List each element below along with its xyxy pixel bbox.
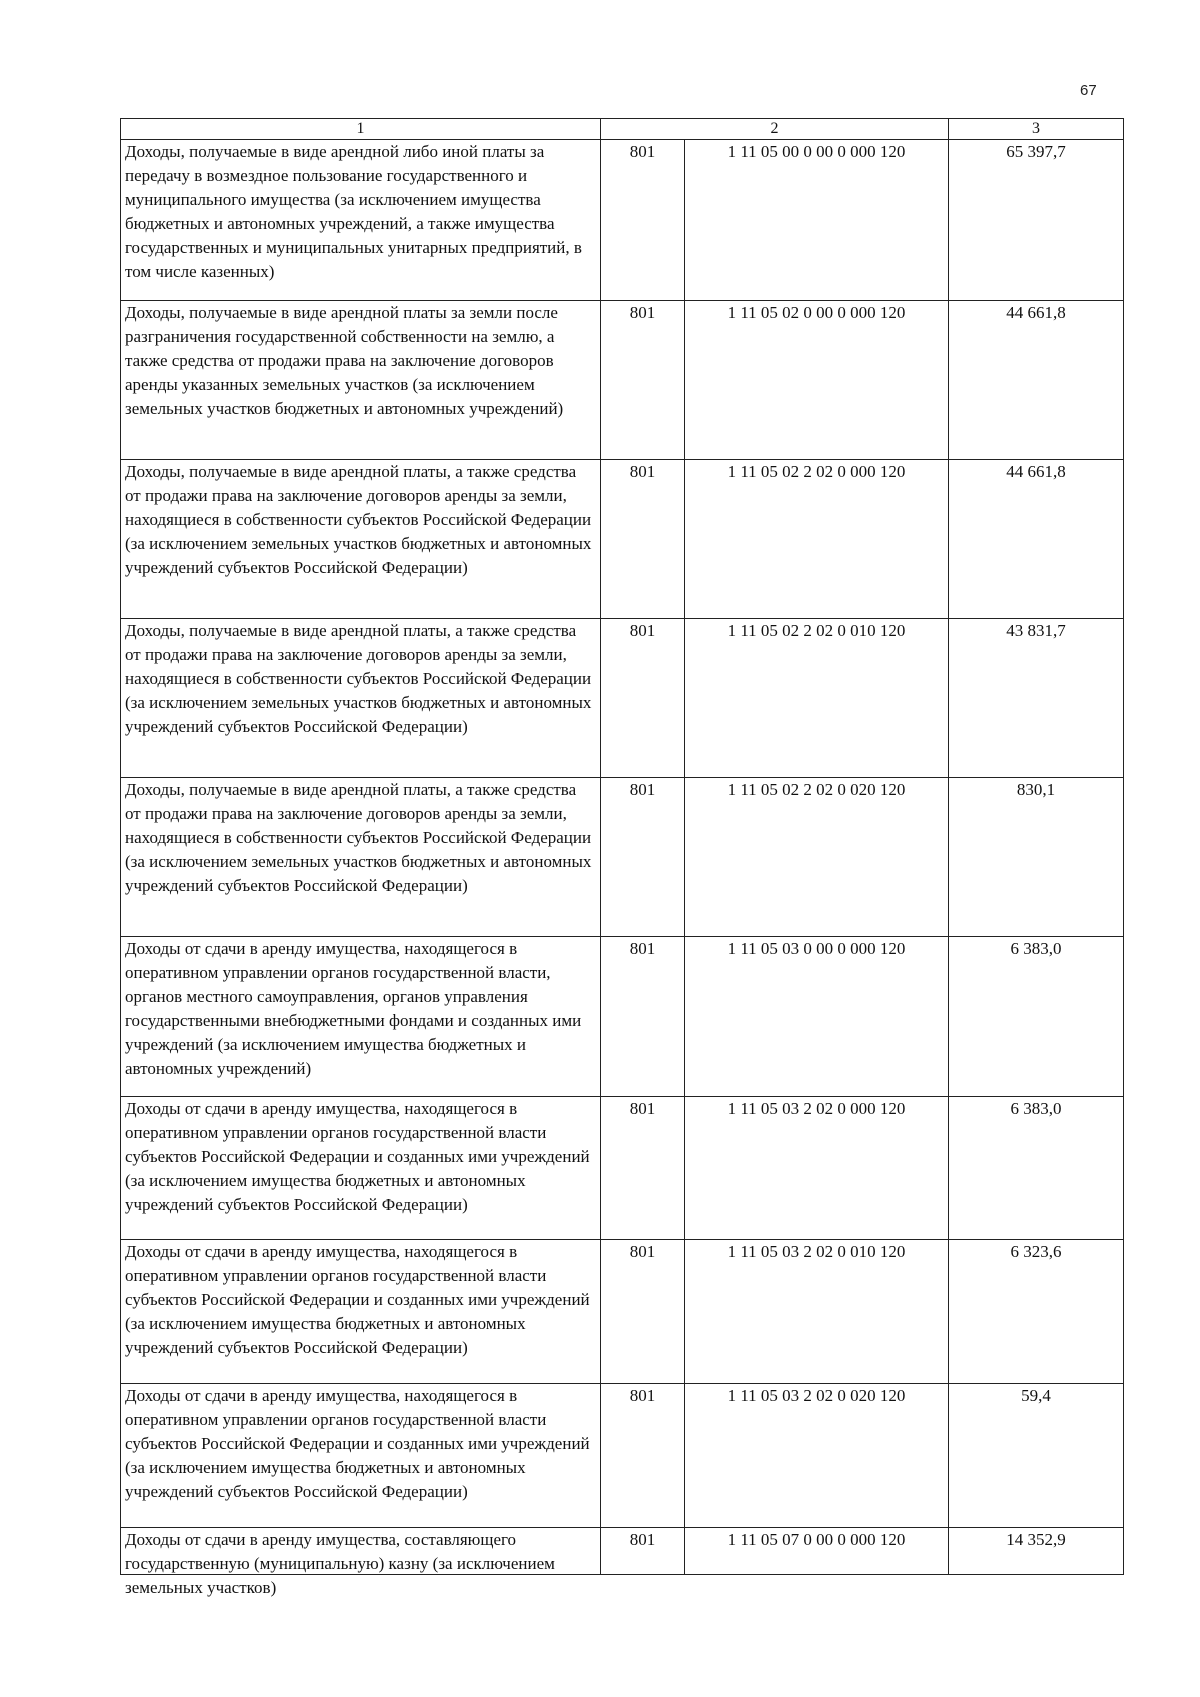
table-row [121, 1528, 1124, 1575]
row-budget-code: 1 11 05 02 2 02 0 000 120 [685, 460, 949, 619]
row-admin-code: 801 [601, 1097, 685, 1240]
row-amount: 43 831,7 [949, 619, 1124, 778]
table-row [121, 778, 1124, 937]
table-row [121, 1240, 1124, 1384]
row-budget-code: 1 11 05 02 2 02 0 020 120 [685, 778, 949, 937]
row-amount: 14 352,9 [949, 1528, 1124, 1575]
row-budget-code: 1 11 05 02 2 02 0 010 120 [685, 619, 949, 778]
row-admin-code: 801 [601, 1240, 685, 1384]
row-budget-code: 1 11 05 07 0 00 0 000 120 [685, 1528, 949, 1575]
row-description: Доходы, получаемые в виде арендной платы, а также средства от продажи права на заключение договоров аренды за земли, находящиеся в собственности субъектов Российской Федерации (за исключением земельных участков бюджетных и автономных учреждений субъектов Российской Федерации) [121, 619, 601, 778]
row-budget-code: 1 11 05 02 0 00 0 000 120 [685, 301, 949, 460]
table-row [121, 1384, 1124, 1528]
row-admin-code: 801 [601, 778, 685, 937]
row-description: Доходы, получаемые в виде арендной платы за земли после разграничения государственной собственности на землю, а также средства от продажи права на заключение договоров аренды указанных земельных участков (за исключением земельных участков бюджетных и автономных учреждений) [121, 301, 601, 460]
table-row [121, 619, 1124, 778]
row-amount: 6 383,0 [949, 1097, 1124, 1240]
row-budget-code: 1 11 05 03 0 00 0 000 120 [685, 937, 949, 1097]
row-description: Доходы от сдачи в аренду имущества, находящегося в оперативном управлении органов государственной власти субъектов Российской Федерации и созданных ими учреждений (за исключением имущества бюджетных и автономных учреждений субъектов Российской Федерации) [121, 1384, 601, 1528]
row-admin-code: 801 [601, 619, 685, 778]
row-admin-code: 801 [601, 1528, 685, 1575]
row-amount: 65 397,7 [949, 140, 1124, 301]
row-description-cell [121, 1528, 601, 1597]
row-budget-code: 1 11 05 03 2 02 0 010 120 [685, 1240, 949, 1384]
row-amount: 59,4 [949, 1384, 1124, 1528]
row-admin-code: 801 [601, 1384, 685, 1528]
row-amount: 44 661,8 [949, 460, 1124, 619]
row-description: Доходы от сдачи в аренду имущества, находящегося в оперативном управлении органов государственной власти субъектов Российской Федерации и созданных ими учреждений (за исключением имущества бюджетных и автономных учреждений субъектов Российской Федерации) [121, 1097, 601, 1240]
table-row [121, 301, 1124, 460]
revenue-table [120, 118, 1124, 1597]
row-admin-code: 801 [601, 301, 685, 460]
table-row [121, 460, 1124, 619]
row-amount: 6 383,0 [949, 937, 1124, 1097]
table-row [121, 937, 1124, 1097]
row-budget-code: 1 11 05 03 2 02 0 020 120 [685, 1384, 949, 1528]
header-col-1: 1 [121, 119, 601, 140]
row-amount: 44 661,8 [949, 301, 1124, 460]
table-row [121, 140, 1124, 301]
row-description: Доходы, получаемые в виде арендной либо иной платы за передачу в возмездное пользование государственного и муниципального имущества (за исключением имущества бюджетных и автономных учреждений, а также имущества государственных и муниципальных унитарных предприятий, в том числе казенных) [121, 140, 601, 301]
row-budget-code: 1 11 05 00 0 00 0 000 120 [685, 140, 949, 301]
table-header-row [121, 119, 1124, 140]
row-admin-code: 801 [601, 937, 685, 1097]
row-admin-code: 801 [601, 140, 685, 301]
row-description: Доходы от сдачи в аренду имущества, находящегося в оперативном управлении органов государственной власти, органов местного самоуправления, органов управления государственными внебюджетными фондами и созданных ими учреждений (за исключением имущества бюджетных и автономных учреждений) [121, 937, 601, 1097]
row-admin-code: 801 [601, 460, 685, 619]
row-description: Доходы от сдачи в аренду имущества, находящегося в оперативном управлении органов государственной власти субъектов Российской Федерации и созданных ими учреждений (за исключением имущества бюджетных и автономных учреждений субъектов Российской Федерации) [121, 1240, 601, 1384]
page-number: 67 [1080, 82, 1097, 99]
row-description: Доходы от сдачи в аренду имущества, составляющего государственную (муниципальную) казну (за исключением земельных участков) [125, 1530, 555, 1597]
row-budget-code: 1 11 05 03 2 02 0 000 120 [685, 1097, 949, 1240]
row-description: Доходы, получаемые в виде арендной платы, а также средства от продажи права на заключение договоров аренды за земли, находящиеся в собственности субъектов Российской Федерации (за исключением земельных участков бюджетных и автономных учреждений субъектов Российской Федерации) [121, 778, 601, 937]
row-amount: 6 323,6 [949, 1240, 1124, 1384]
header-col-2: 2 [601, 119, 949, 140]
row-amount: 830,1 [949, 778, 1124, 937]
header-col-3: 3 [949, 119, 1124, 140]
table-row [121, 1097, 1124, 1240]
row-description: Доходы, получаемые в виде арендной платы, а также средства от продажи права на заключение договоров аренды за земли, находящиеся в собственности субъектов Российской Федерации (за исключением земельных участков бюджетных и автономных учреждений субъектов Российской Федерации) [121, 460, 601, 619]
